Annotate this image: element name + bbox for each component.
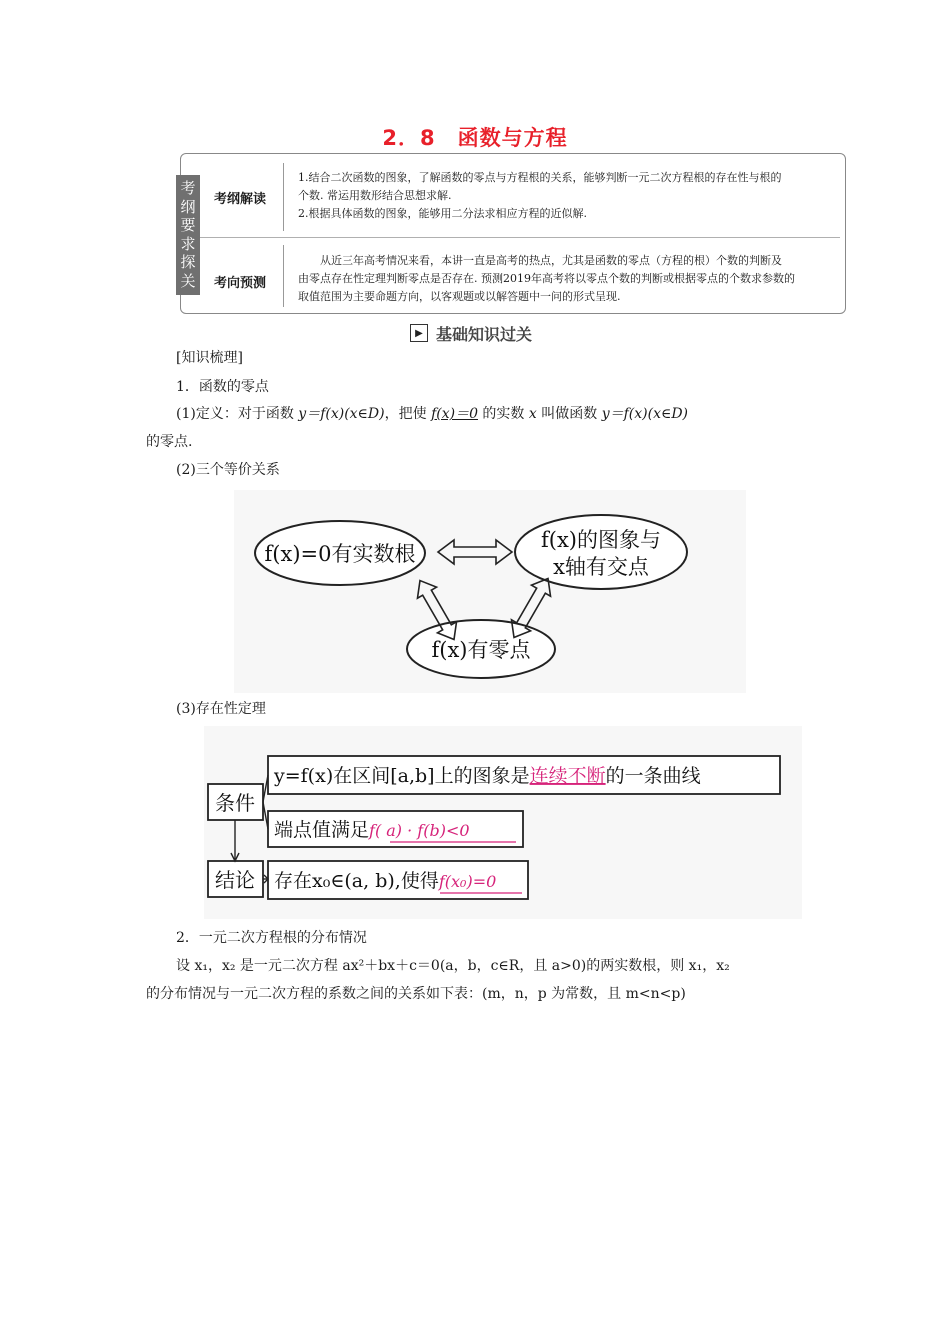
conclusion-label: 结论 [215,868,255,892]
condition-label: 条件 [215,791,255,815]
item1-definition-end: 的零点. [146,434,193,450]
requirement-text: 从近三年高考情况来看，本讲一直是高考的热点，尤其是函数的零点（方程的根）个数的判断及 由零点存在性定理判断零点是否存在. 预测2019年高考将以零点个数的判断或根据零点的个数求参数的 取值范围为主要命题方向，以客观题或以解答题中一问的形式呈现. [298,254,795,303]
answer-highlight: 连续不断 [529,765,606,787]
item1-title: 1．函数的零点 [176,379,269,395]
requirements-tab [176,175,200,295]
equivalence-diagram-svg [234,490,746,693]
tab-char: 关 [180,271,196,290]
answer-highlight: f(x₀)=0 [438,872,497,891]
column-divider [283,245,284,307]
column-divider [283,163,284,231]
ellipse-right-text: f(x)的图象与 [540,528,662,552]
item2-line2: 的分布情况与一元二次方程的系数之间的关系如下表：(m，n，p 为常数，且 m<n<p) [146,986,686,1002]
requirement-label: 考向预测 [214,276,267,291]
tab-char: 求 [180,234,196,253]
item1-definition: (1)定义：对于函数 y＝f(x)(x∈D)，把使 f(x)＝0 的实数 x 叫做函数 y＝f(x)(x∈D) [176,406,689,422]
item1-sub2: (2)三个等价关系 [176,462,280,478]
tab-char: 要 [180,216,196,234]
requirement-text: 1.结合二次函数的图象，了解函数的零点与方程根的关系，能够判断一元二次方程根的存在性与根的 个数. 常运用数形结合思想求解. 2.根据具体函数的图象，能够用二分法求相应方程的近似解. [298,171,782,220]
existence-theorem-svg [204,726,802,919]
item2-title: 2．一元二次方程根的分布情况 [176,930,367,946]
play-icon: ▶ [410,324,428,342]
tab-char: 纲 [180,197,196,216]
section-banner [410,322,532,344]
existence-theorem-diagram [204,726,802,919]
double-arrow-icon [438,540,512,564]
row-divider [200,237,840,238]
conclusion-text: 存在x₀∈(a, b),使得f(x₀)=0 [274,870,497,892]
answer-highlight: f( a) · f(b)<0 [369,821,470,840]
condition1-text: y=f(x)在区间[a,b]上的图象是连续不断的一条曲线 [274,765,701,787]
page-title: 2．8 函数与方程 [382,126,568,150]
condition2-text: 端点值满足f( a) · f(b)<0 [274,819,470,841]
answer-blank: f(x)＝0 [431,406,478,422]
requirement-label: 考纲解读 [214,192,267,207]
tab-char: 考 [180,179,196,197]
ellipse-right-text: x轴有交点 [553,555,649,579]
section-banner-text: 基础知识过关 [436,324,533,344]
equivalence-diagram [234,490,746,693]
item1-sub3: (3)存在性定理 [176,701,266,717]
ellipse-left-text: f(x)=0有实数根 [264,542,416,566]
tab-char: 探 [180,253,196,271]
knowledge-label: [知识梳理] [176,350,243,366]
item2-line1: 设 x₁，x₂ 是一元二次方程 ax²＋bx＋c＝0(a，b，c∈R，且 a>0)的两实数根，则 x₁，x₂ [176,958,730,974]
ellipse-bottom-text: f(x)有零点 [431,638,531,662]
